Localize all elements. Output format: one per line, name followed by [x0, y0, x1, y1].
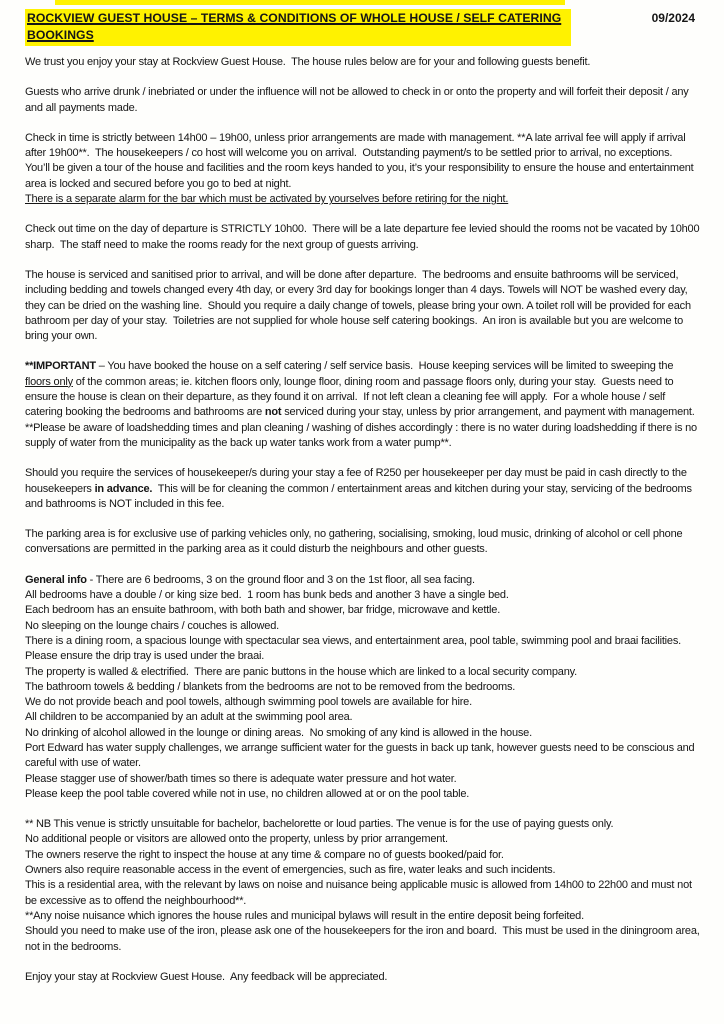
- text-line: [25, 85, 700, 116]
- text-segment: The property is walled & electrified. There are panic buttons in the house which are linked to a local security company.: [25, 665, 577, 678]
- text-segment: No sleeping on the lounge chairs / couches is allowed.: [25, 619, 279, 632]
- text-line: [25, 863, 700, 878]
- text-segment: The owners reserve the right to inspect the house at any time & compare no of guests booked/paid for.: [25, 848, 504, 861]
- text-segment: ** NB This venue is strictly unsuitable for bachelor, bachelorette or loud parties. The venue is for the use of paying guests only.: [25, 818, 614, 831]
- text-segment: Please stagger use of shower/bath times so there is adequate water pressure and hot water.: [25, 772, 457, 785]
- text-line: [25, 680, 700, 695]
- paragraph: [25, 85, 700, 116]
- paragraph: [25, 466, 700, 512]
- paragraph: [25, 222, 703, 253]
- text-line: [25, 268, 700, 344]
- document-body: [0, 46, 724, 985]
- text-segment: This is a residential area, with the relevant by laws on noise and nuisance being applicable music is allowed from 14h00 to 22h00 and must not be excessive as to offend the neighbourhood**.: [25, 879, 695, 907]
- text-segment: Each bedroom has an ensuite bathroom, with both bath and shower, bar fridge, microwave and kettle.: [25, 604, 501, 617]
- text-segment: of the common areas; ie. kitchen floors only, lounge floor, dining room and passage floors only, during your stay. Guests need to ensure the house is clean on their departure, as they found it on arrival. If not left clean a cleaning fee will apply. For a whole house / self catering booking the bedrooms and bathrooms are: [25, 375, 677, 419]
- text-segment: There is a dining room, a spacious lounge with spectacular sea views, and entertainment area, pool table, swimming pool and braai facilities. Please ensure the drip tray is used under the braai.: [25, 634, 687, 663]
- text-line: [25, 848, 700, 863]
- text-line: [25, 970, 700, 985]
- text-line: [25, 588, 700, 603]
- text-segment: Enjoy your stay at Rockview Guest House. Any feedback will be appreciated.: [25, 970, 388, 983]
- paragraph: [25, 970, 700, 985]
- text-line: [25, 710, 700, 725]
- text-line: [25, 878, 700, 909]
- text-segment: serviced during your stay, unless by prior arrangement, and payment with management.: [281, 406, 695, 419]
- text-line: [25, 726, 700, 741]
- text-segment: Should you require the services of housekeeper/s during your stay a fee of R250 per housekeeper per day must be paid in cash directly to the housekeepers: [25, 467, 690, 495]
- text-line: [25, 421, 700, 452]
- paragraph: [25, 527, 700, 558]
- text-line: [25, 527, 700, 558]
- text-segment: **Please be aware of loadshedding times and plan cleaning / washing of dishes accordingly : there is no water during loadshedding if there is no supply of water from the municipality as the back up water tanks work from a water pump**.: [25, 421, 700, 449]
- text-segment: We do not provide beach and pool towels, although swimming pool towels are available for hire.: [25, 696, 472, 709]
- paragraph: [25, 131, 700, 207]
- text-line: [25, 909, 700, 924]
- highlight-strip-top: [55, 0, 565, 5]
- page-title: ROCKVIEW GUEST HOUSE – TERMS & CONDITIONS OF WHOLE HOUSE / SELF CATERING BOOKINGS: [25, 9, 571, 46]
- text-segment: The house is serviced and sanitised prior to arrival, and will be done after departure. The bedrooms and ensuite bathrooms will be serviced, including bedding and towels changed every 4th day, or every 3rd day for bookings longer than 4 days. Towels will NOT be washed every day, they can be dried on the washing line. Should you require a daily change of towels, please bring your own. A toilet roll will be provided for each bathroom per day of your stay. Toiletries are not supplied for whole house self catering bookings. An iron is available but you are welcome to bring your own.: [25, 268, 694, 343]
- paragraph: [25, 268, 700, 344]
- paragraph: [25, 55, 700, 70]
- paragraph: [25, 573, 700, 802]
- text-segment: Check out time on the day of departure is STRICTLY 10h00. There will be a late departure fee levied should the rooms not be vacated by 10h00 sharp. The staff need to make the rooms ready for the next group of guests arriving.: [25, 223, 703, 251]
- paragraph: [25, 817, 703, 955]
- text-line: [25, 573, 700, 588]
- text-segment: Port Edward has water supply challenges, we arrange sufficient water for the guests in back up tank, however guests need to be conscious and careful with use of water.: [25, 741, 698, 770]
- text-line: [25, 55, 700, 70]
- text-segment: General info: [25, 573, 87, 586]
- text-line: [25, 817, 700, 832]
- text-segment: The parking area is for exclusive use of parking vehicles only, no gathering, socialising, smoking, loud music, drinking of alcohol or cell phone conversations are permitted in the parking area as it could disturb the neighbours and other guests.: [25, 528, 686, 556]
- text-segment: **IMPORTANT: [25, 360, 96, 373]
- text-segment: in advance.: [94, 482, 153, 495]
- text-line: [25, 695, 700, 710]
- text-segment: – You have booked the house on a self catering / self service basis. House keeping services will be limited to sweeping the: [95, 360, 677, 373]
- text-line: [25, 741, 700, 772]
- text-line: [25, 772, 700, 787]
- text-line: [25, 924, 703, 955]
- text-line: [25, 466, 700, 512]
- text-segment: Please keep the pool table covered while not in use, no children allowed at or on the pool table.: [25, 787, 470, 800]
- text-segment: There is a separate alarm for the bar which must be activated by yourselves before retiring for the night.: [25, 193, 509, 206]
- text-line: [25, 603, 700, 618]
- document-date: 09/2024: [651, 11, 695, 25]
- text-line: [25, 787, 700, 802]
- text-segment: Check in time is strictly between 14h00 – 19h00, unless prior arrangements are made with management. **A late arrival fee will apply if arrival after 19h00**. The housekeepers / co host will welcome you on arrival. Outstanding payment/s to be settled prior to arrival, no exceptions. You’ll be given a tour of the house and facilities and the room keys handed to you, it’s your responsibility to ensure the house and entertainment area is locked and secured before you go to bed at night.: [25, 131, 697, 190]
- text-line: [25, 131, 700, 192]
- text-line: [25, 665, 700, 680]
- text-line: [25, 832, 700, 847]
- text-line: [25, 359, 700, 420]
- text-line: [25, 192, 700, 207]
- text-segment: We trust you enjoy your stay at Rockview Guest House. The house rules below are for your and following guests benefit.: [25, 56, 591, 68]
- text-segment: No additional people or visitors are allowed onto the property, unless by prior arrangement.: [25, 833, 448, 846]
- text-segment: Guests who arrive drunk / inebriated or under the influence will not be allowed to check in or onto the property and will forfeit their deposit / any and all payments made.: [25, 86, 692, 114]
- text-segment: Owners also require reasonable access in the event of emergencies, such as fire, water leaks and such incidents.: [25, 864, 556, 877]
- text-segment: All bedrooms have a double / or king size bed. 1 room has bunk beds and another 3 have a single bed.: [25, 589, 509, 602]
- text-segment: - There are 6 bedrooms, 3 on the ground floor and 3 on the 1st floor, all sea facing.: [86, 573, 475, 586]
- text-segment: not: [264, 406, 282, 419]
- text-segment: **Any noise nuisance which ignores the house rules and municipal bylaws will result in the entire deposit being forfeited.: [25, 909, 584, 922]
- text-segment: Should you need to make use of the iron, please ask one of the housekeepers for the iron and board. This must be used in the diningroom area, not in the bedrooms.: [25, 925, 703, 953]
- text-line: [25, 634, 700, 665]
- text-line: [25, 619, 700, 634]
- text-segment: floors only: [25, 375, 73, 388]
- paragraph: [25, 359, 700, 451]
- text-segment: All children to be accompanied by an adult at the swimming pool area.: [25, 711, 353, 724]
- text-segment: This will be for cleaning the common / entertainment areas and kitchen during your stay, servicing of the bedrooms and bathrooms is NOT included in this fee.: [25, 482, 695, 510]
- text-segment: The bathroom towels & bedding / blankets from the bedrooms are not to be removed from the bedrooms.: [25, 680, 516, 693]
- text-segment: No drinking of alcohol allowed in the lounge or dining areas. No smoking of any kind is allowed in the house.: [25, 726, 532, 739]
- text-line: [25, 222, 703, 253]
- document-header: [0, 0, 724, 46]
